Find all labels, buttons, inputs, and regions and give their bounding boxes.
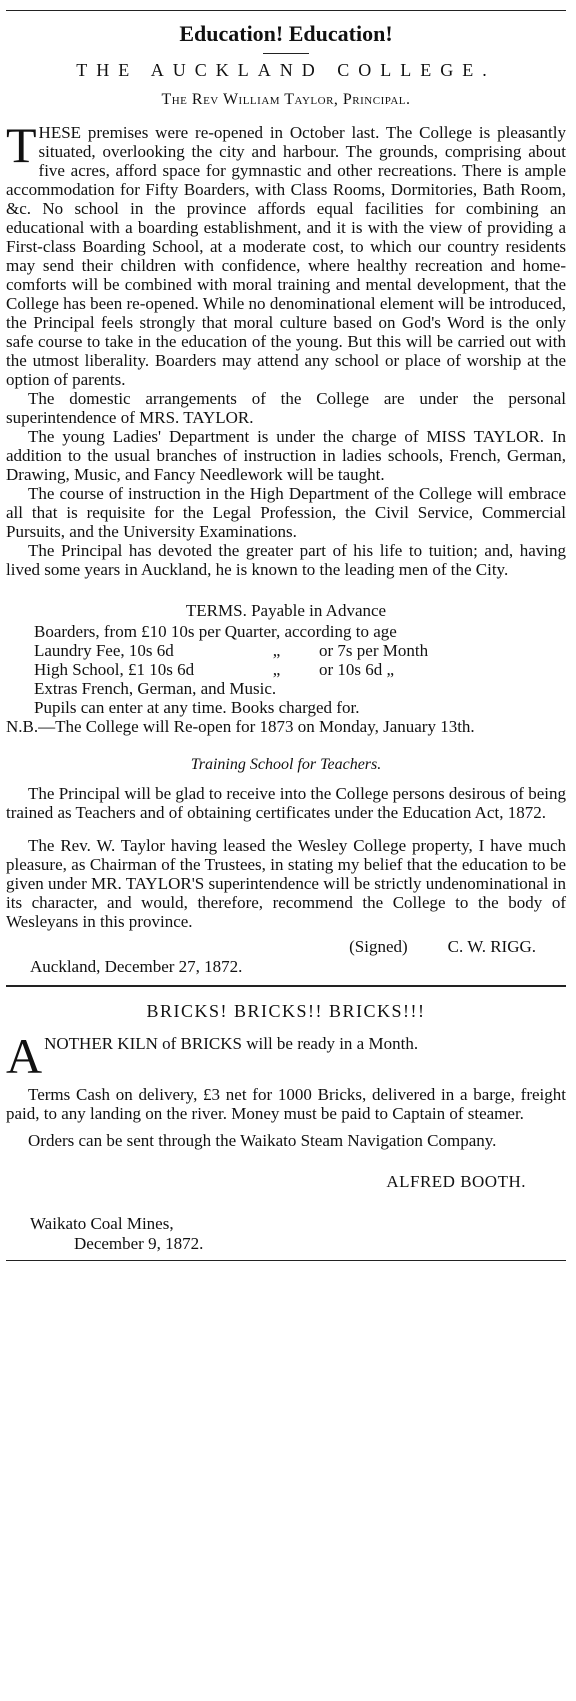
bricks-address (6, 1214, 566, 1254)
ditto-mark: „ (272, 641, 281, 660)
domestic-paragraph: The domestic arrangements of the College are under the personal superintendence of MRS. TAYLOR. (6, 389, 566, 427)
terms-nb: N.B.—The College will Re-open for 1873 on Monday, January 13th. (6, 717, 475, 736)
bricks-author: ALFRED BOOTH. (386, 1172, 526, 1191)
section-divider (6, 985, 566, 987)
terms-row (6, 641, 566, 660)
bricks-headline: BRICKS! BRICKS!! BRICKS!!! (146, 1001, 426, 1021)
terms-pupils: Pupils can enter at any time. Books charged for. (34, 698, 360, 717)
bottom-rule (6, 1260, 566, 1261)
intro-paragraph (6, 117, 566, 389)
principal-paragraph: The Principal has devoted the greater part of his life to tuition; and, having lived some years in Auckland, he is known to the leading men of the City. (6, 541, 566, 579)
bricks-intro-text: NOTHER KILN of BRICKS will be ready in a Month. (44, 1034, 419, 1053)
bricks-terms-paragraph: Terms Cash on delivery, £3 net for 1000 Bricks, delivered in a barge, freight paid, to any landing on the river. Money must be paid to Captain of steamer. (6, 1085, 566, 1123)
terms-alt: or 7s per Month (319, 641, 429, 660)
terms-item: Laundry Fee, 10s 6d (34, 641, 174, 660)
training-paragraph: The Principal will be glad to receive into the College persons desirous of being trained as Teachers and of obtaining certificates under the Education Act, 1872. (6, 784, 566, 822)
signature-line (6, 937, 566, 957)
rigg-date: Auckland, December 27, 1872. (30, 957, 243, 976)
course-paragraph: The course of instruction in the High Department of the College will embrace all that is requisite for the Legal Profession, the Civil Service, Commercial Pursuits, and the University Examinations. (6, 484, 566, 541)
intro-text: HESE premises were re-opened in October last. The College is pleasantly situated, overlooking the city and harbour. The grounds, comprising about five acres, afford space for gymnastic and other recreations. There is ample accommodation for Fifty Boarders, with Class Rooms, Dormitories, Bath Room, &c. No school in the province affords equal facilities for combining an educational with a boarding establishment, and it is with the view of providing a First-class Boarding School, at a moderate cost, to which our country residents may send their children with confidence, where healthy recreation and home-comforts will be combined with moral training and mental development, that the College has been re-opened. While no denominational element will be introduced, the Principal feels strongly that moral culture based on God's Word is the only safe course to take in the education of the young. But this will be carried out with the utmost liberality. Boarders may attend any school or place of worship at the option of parents. (6, 123, 566, 389)
drop-cap: T (6, 117, 37, 173)
bricks-orders-paragraph: Orders can be sent through the Waikato Steam Navigation Company. (28, 1131, 497, 1150)
terms-row: Boarders, from £10 10s per Quarter, according to age (34, 622, 397, 641)
short-rule (263, 53, 309, 54)
terms-extras: Extras French, German, and Music. (34, 679, 277, 698)
address-line: Waikato Coal Mines, (30, 1214, 174, 1233)
ladies-paragraph: The young Ladies' Department is under the charge of MISS TAYLOR. In addition to the usual branches of instruction in ladies schools, French, German, Drawing, Music, and Fancy Needlework will be taught. (6, 427, 566, 484)
terms-title: TERMS. Payable in Advance (185, 601, 387, 620)
drop-cap: A (6, 1028, 43, 1084)
rigg-paragraph: The Rev. W. Taylor having leased the Wesley College property, I have much pleasure, as Chairman of the Trustees, in stating my belief that the education to be given under MR. TAYLOR'S superintendence will be strictly undenominational in its character, and would, therefore, recommend the College to the body of Wesleyans in this province. (6, 836, 566, 931)
signer-name: C. W. RIGG. (447, 937, 536, 956)
terms-row (6, 660, 566, 679)
ditto-mark: „ (272, 660, 281, 679)
top-rule (6, 10, 566, 11)
training-title: Training School for Teachers. (190, 756, 382, 773)
college-name: THE AUCKLAND COLLEGE. (76, 60, 496, 80)
signed-label: (Signed) (349, 937, 408, 956)
principal-line: The Rev William Taylor, Principal. (161, 91, 411, 108)
bricks-intro (6, 1028, 566, 1084)
college-headline: Education! Education! (179, 21, 393, 46)
terms-block (6, 601, 566, 736)
college-advertisement (6, 21, 566, 977)
terms-alt: or 10s 6d „ (319, 660, 395, 679)
bricks-advertisement (6, 1001, 566, 1254)
address-date: December 9, 1872. (74, 1234, 204, 1253)
terms-item: High School, £1 10s 6d (34, 660, 195, 679)
